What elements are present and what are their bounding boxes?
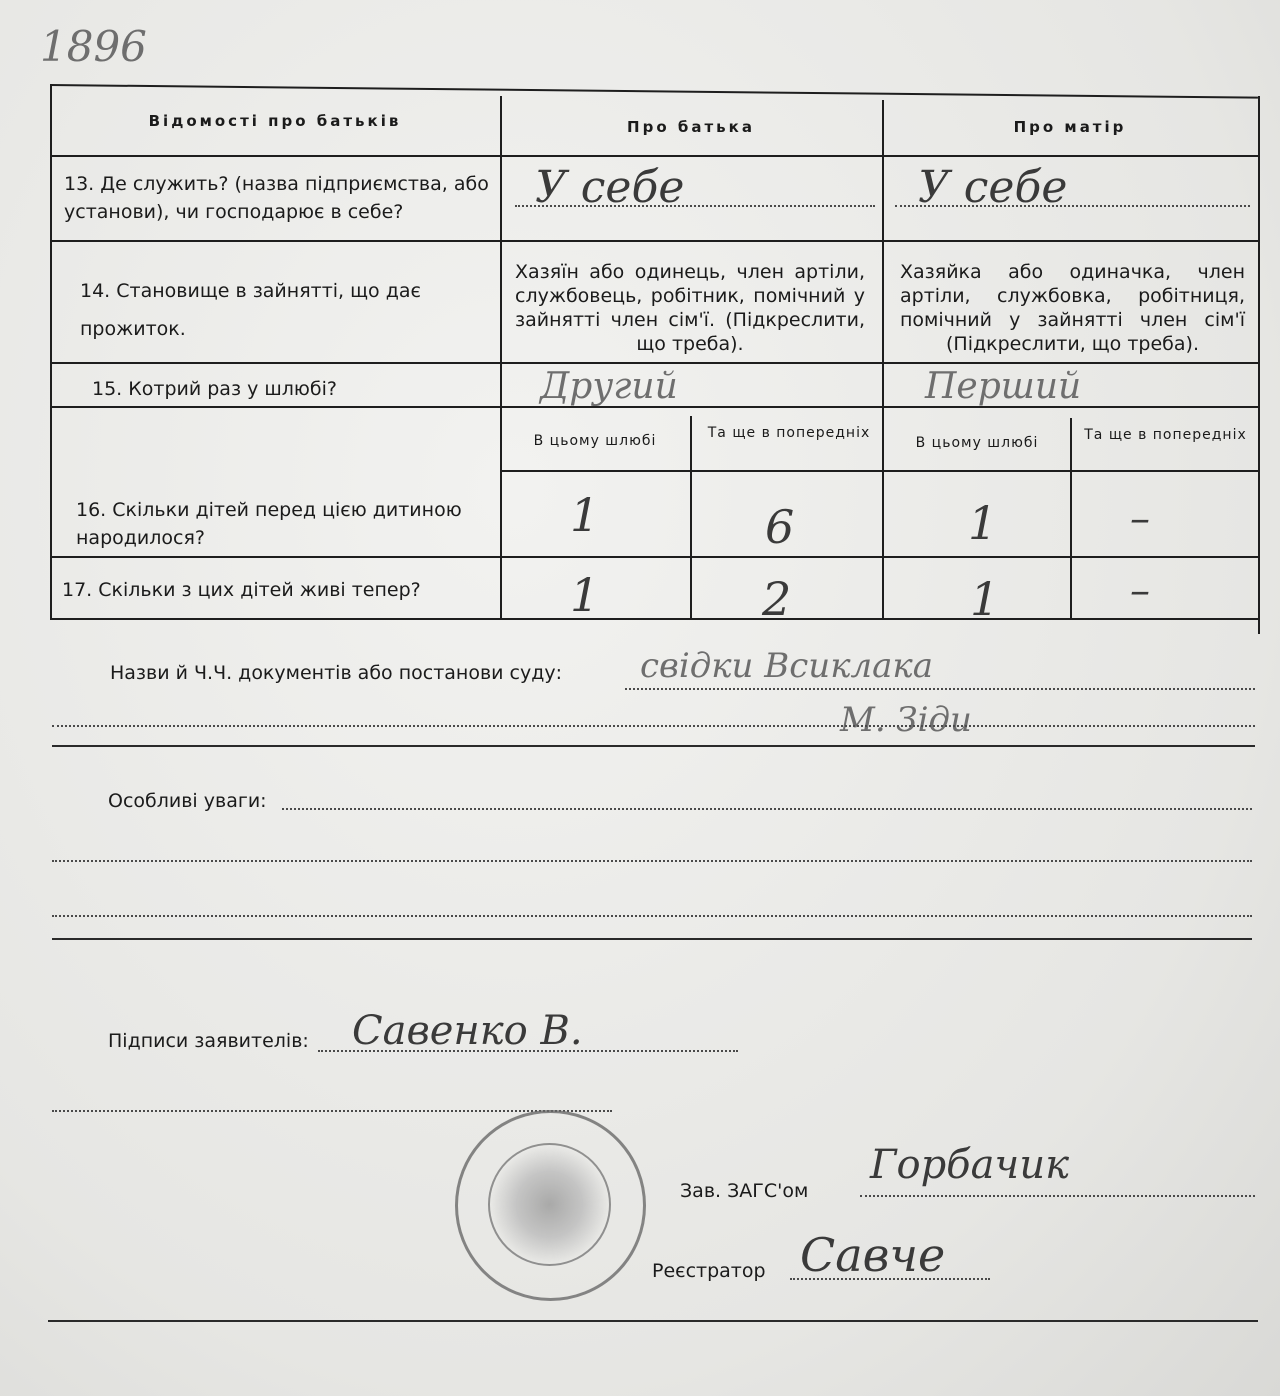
- applicants-signature: Савенко В.: [352, 1008, 583, 1054]
- registrar-signature: Савче: [800, 1228, 946, 1282]
- documents-label: Назви й Ч.Ч. документів або постанови суду:: [110, 662, 563, 684]
- father-workplace: У себе: [535, 162, 685, 213]
- children-alive-mother-previous: –: [1130, 568, 1150, 614]
- question-16: 16. Скільки дітей перед цією дитиною народилося?: [76, 499, 462, 549]
- header-mother: Про матір: [1013, 118, 1127, 136]
- registrar-label: Реєстратор: [652, 1260, 766, 1282]
- header-parents-info: Відомості про батьків: [148, 112, 402, 130]
- subheader-mother-previous: Та ще в попередніх: [1084, 427, 1247, 443]
- children-alive-father-previous: 2: [762, 572, 792, 626]
- documents-value: свідки Всиклака: [640, 646, 933, 686]
- header-father: Про батька: [627, 118, 755, 136]
- subheader-father-this-marriage: В цьому шлюбі: [533, 433, 657, 449]
- children-born-mother-this: 1: [968, 496, 998, 550]
- father-marriage-count: Другий: [540, 366, 678, 407]
- mother-marriage-count: Перший: [925, 366, 1082, 407]
- question-17: 17. Скільки з цих дітей живі тепер?: [62, 579, 421, 601]
- children-born-mother-previous: –: [1130, 496, 1150, 542]
- subheader-father-previous: Та ще в попередніх: [707, 425, 871, 441]
- children-alive-father-this: 1: [570, 568, 600, 622]
- archive-number: 1896: [40, 22, 147, 71]
- question-15: 15. Котрий раз у шлюбі?: [92, 378, 337, 400]
- children-alive-mother-this: 1: [970, 572, 1000, 626]
- question-14: 14. Становище в зайнятті, що дає прожиток.: [80, 280, 421, 340]
- documents-value-2: М. Зіди: [840, 700, 972, 740]
- father-occupation-options: Хазяїн або одинець, член артіли, службовець, робітник, помічний у зайнятті член сім'ї. (Підкреслити, що треба).: [515, 261, 865, 355]
- subheader-mother-this-marriage: В цьому шлюбі: [915, 435, 1039, 451]
- children-born-father-previous: 6: [765, 500, 795, 554]
- applicants-signature-label: Підписи заявителів:: [108, 1030, 309, 1052]
- question-13: 13. Де служить? (назва підприємства, або установи), чи господарює в себе?: [64, 173, 489, 223]
- children-born-father-this: 1: [570, 488, 600, 542]
- registry-head-signature: Горбачик: [870, 1142, 1069, 1188]
- remarks-label: Особливі уваги:: [108, 790, 267, 812]
- registry-head-label: Зав. ЗАГС'ом: [680, 1180, 809, 1202]
- official-seal: [455, 1110, 646, 1301]
- mother-occupation-options: Хазяйка або одиначка, член артіли, службовка, робітниця, помічний у зайнятті член сім'ї (Підкреслити, що треба).: [900, 261, 1245, 355]
- mother-workplace: У себе: [918, 162, 1068, 213]
